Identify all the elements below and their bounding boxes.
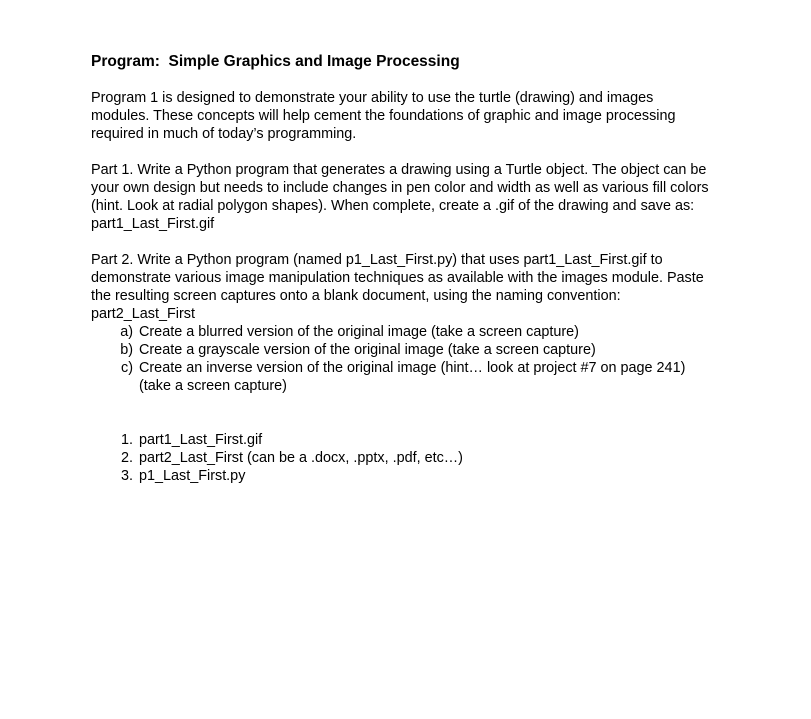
page-title: Program: Simple Graphics and Image Processing <box>91 53 460 70</box>
intro-paragraph: Program 1 is designed to demonstrate your ability to use the turtle (drawing) and images modules. These concepts will help cement the foundations of graphic and image processing required in much of today’s programming. <box>91 90 676 142</box>
list-marker: b) <box>120 342 133 358</box>
deliverables-list <box>91 431 711 485</box>
part2-paragraph: Part 2. Write a Python program (named p1_Last_First.py) that uses part1_Last_First.gif to demonstrate various image manipulation techniques as available with the images module. Paste the resulting screen captures onto a blank document, using the naming convention: part2_Last_First <box>91 252 704 322</box>
list-marker: c) <box>121 360 133 376</box>
list-item <box>91 359 711 395</box>
list-item-text: part1_Last_First.gif <box>139 432 263 448</box>
list-item-text: part2_Last_First (can be a .docx, .pptx, .pdf, etc…) <box>139 450 463 466</box>
list-marker: 1. <box>120 432 133 448</box>
list-item-text: Create a blurred version of the original image (take a screen capture) <box>139 324 579 340</box>
document-page <box>91 52 711 485</box>
list-item <box>91 467 711 485</box>
list-item-text: p1_Last_First.py <box>139 468 246 484</box>
list-item-text: Create an inverse version of the original image (hint… look at project #7 on page 241) (take a screen capture) <box>139 360 686 394</box>
list-item-text: Create a grayscale version of the original image (take a screen capture) <box>139 342 596 358</box>
list-item <box>91 449 711 467</box>
list-marker: 2. <box>120 450 133 466</box>
part1-paragraph: Part 1. Write a Python program that generates a drawing using a Turtle object. The object can be your own design but needs to include changes in pen color and width as well as various fill colors (hint. Look at radial polygon shapes). When complete, create a .gif of the drawing and save as: part1_Last_First.gif <box>91 162 709 232</box>
list-item <box>91 431 711 449</box>
list-marker: 3. <box>120 468 133 484</box>
part2-task-list <box>91 323 711 395</box>
list-item <box>91 323 711 341</box>
list-marker: a) <box>120 324 133 340</box>
list-item <box>91 341 711 359</box>
